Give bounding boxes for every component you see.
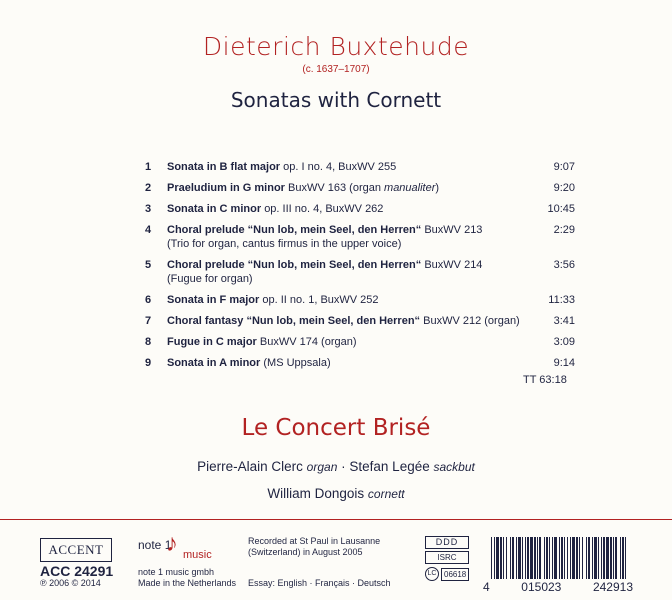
- barcode-bar: [539, 537, 541, 579]
- album-title: Sonatas with Cornett: [230, 88, 442, 112]
- recorded-line-1: Recorded at St Paul in Lausanne: [248, 536, 381, 546]
- note1-text: note 1: [138, 538, 172, 552]
- barcode-bar: [552, 537, 553, 579]
- track-time: 3:09: [553, 336, 575, 348]
- track-title: Sonata in B flat major: [167, 161, 281, 173]
- track-desc: BuxWV 174 (organ): [259, 336, 357, 348]
- note1-music: music: [183, 549, 212, 561]
- barcode-bar: [554, 537, 557, 579]
- barcode-bar: [582, 537, 583, 579]
- barcode-bar: [544, 537, 545, 579]
- barcode-bar: [496, 537, 499, 579]
- track-number: 1: [145, 161, 152, 173]
- barcode-bar: [525, 537, 526, 579]
- track-time: 3:56: [553, 259, 575, 271]
- track-item: [145, 356, 575, 370]
- lc-icon: LC: [425, 567, 439, 581]
- barcode-digit-group: 015023: [521, 580, 562, 594]
- barcode-bar: [527, 537, 529, 579]
- essay-languages: Essay: English · Français · Deutsch: [248, 578, 391, 588]
- track-number: 6: [145, 294, 152, 306]
- barcode-bar: [503, 537, 504, 579]
- barcode-bar: [586, 537, 587, 579]
- barcode-digit-group: 242913: [592, 580, 633, 594]
- label-code: [425, 567, 469, 581]
- publisher-info: [138, 567, 236, 589]
- track-time: 2:29: [553, 224, 575, 236]
- track-title: Sonata in C minor: [167, 203, 262, 215]
- performer-role: sackbut: [433, 460, 475, 474]
- track-desc: op. I no. 4, BuxWV 255: [283, 161, 397, 173]
- track-desc: BuxWV 163 (organ manualiter): [288, 182, 440, 194]
- track-item: [145, 181, 575, 195]
- performer-name: Pierre-Alain Clerc: [197, 459, 303, 474]
- made-in: Made in the Netherlands: [138, 578, 237, 588]
- track-title: Sonata in A minor: [167, 357, 261, 369]
- track-desc: BuxWV 214: [424, 259, 483, 271]
- barcode-bar: [606, 537, 609, 579]
- track-item: [145, 258, 575, 286]
- track-desc: BuxWV 212 (organ): [423, 315, 520, 327]
- track-title: Choral prelude “Nun lob, mein Seel, den Herren“: [167, 224, 422, 236]
- barcode-bar: [592, 537, 593, 579]
- track-item: [145, 160, 575, 174]
- barcode-bar: [559, 537, 560, 579]
- accent-logo: ACCENT: [40, 538, 112, 562]
- barcode-digit-group: 4: [483, 580, 490, 594]
- track-note: (Trio for organ, cantus firmus in the upper voice): [167, 238, 402, 250]
- recorded-line-2: (Switzerland) in August 2005: [248, 547, 363, 557]
- performer-role: cornett: [367, 487, 405, 501]
- barcode-bar: [613, 537, 614, 579]
- barcode-digits: [483, 580, 633, 594]
- barcode-bar: [564, 537, 565, 579]
- barcode-bar: [625, 537, 626, 579]
- track-desc: op. III no. 4, BuxWV 262: [264, 203, 384, 215]
- track-number: 2: [145, 182, 152, 194]
- track-number: 3: [145, 203, 152, 215]
- barcode-bar: [588, 537, 590, 579]
- barcode-bar: [530, 537, 533, 579]
- barcode-bar: [576, 537, 578, 579]
- barcode-bar: [601, 537, 602, 579]
- barcode-bar: [598, 537, 599, 579]
- performer-name: William Dongois: [267, 486, 365, 501]
- barcode-bar: [506, 537, 507, 579]
- barcode-bar: [620, 537, 621, 579]
- barcode-bar: [546, 537, 548, 579]
- track-title: Fugue in C major: [167, 336, 257, 348]
- track-item: [145, 223, 575, 251]
- barcode-bar: [516, 537, 517, 579]
- performers-line-1: [0, 459, 672, 474]
- track-time: 9:20: [553, 182, 575, 194]
- barcode-bar: [491, 537, 492, 579]
- track-title: Sonata in F major: [167, 294, 260, 306]
- track-number: 4: [145, 224, 152, 236]
- barcode-bar: [494, 537, 495, 579]
- barcode-bar: [518, 537, 521, 579]
- performer-role: organ: [306, 460, 338, 474]
- barcode-bar: [572, 537, 575, 579]
- barcode-bar: [567, 537, 568, 579]
- recording-info: [248, 536, 380, 558]
- barcode-bar: [615, 537, 617, 579]
- separator: ·: [341, 459, 346, 474]
- track-number: 8: [145, 336, 152, 348]
- barcode-bar: [512, 537, 514, 579]
- track-title: Choral prelude “Nun lob, mein Seel, den Herren“: [167, 259, 422, 271]
- isrc-badge: ISRC: [425, 551, 469, 564]
- track-time: 3:41: [553, 315, 575, 327]
- composer-dates: (c. 1637–1707): [302, 64, 370, 75]
- copyright: ℗ 2006 © 2014: [40, 578, 101, 588]
- track-item: [145, 202, 575, 216]
- track-desc: (MS Uppsala): [263, 357, 331, 369]
- publisher-name: note 1 music gmbh: [138, 567, 215, 577]
- catalog-number: ACC 24291: [40, 563, 114, 579]
- performers-line-2: [0, 486, 672, 501]
- performer-name: Stefan Legée: [349, 459, 430, 474]
- ddd-badge: DDD: [425, 536, 469, 549]
- barcode-bar: [500, 537, 502, 579]
- composer-name: Dieterich Buxtehude: [202, 32, 470, 61]
- track-time: 9:07: [553, 161, 575, 173]
- track-item: [145, 335, 575, 349]
- track-desc: BuxWV 213: [424, 224, 483, 236]
- barcode-bar: [534, 537, 536, 579]
- track-desc: op. II no. 1, BuxWV 252: [262, 294, 379, 306]
- barcode-bar: [622, 537, 624, 579]
- ensemble-name: Le Concert Brisé: [241, 415, 431, 441]
- track-item: [145, 314, 575, 328]
- track-time: 11:33: [548, 294, 575, 306]
- lc-code: 06618: [441, 568, 469, 581]
- track-number: 7: [145, 315, 152, 327]
- note1-logo: [138, 530, 228, 561]
- divider: [0, 519, 672, 520]
- total-time: TT 63:18: [523, 374, 567, 386]
- track-number: 9: [145, 357, 152, 369]
- barcode-bar: [603, 537, 605, 579]
- barcode-bar: [579, 537, 580, 579]
- track-time: 10:45: [547, 203, 575, 215]
- barcode-bar: [594, 537, 597, 579]
- barcode-bar: [610, 537, 612, 579]
- track-title: Praeludium in G minor: [167, 182, 285, 194]
- track-note: (Fugue for organ): [167, 273, 253, 285]
- barcode-bar: [570, 537, 571, 579]
- track-item: [145, 293, 575, 307]
- track-list: [145, 160, 575, 377]
- track-time: 9:14: [553, 357, 575, 369]
- barcode-bar: [537, 537, 538, 579]
- track-number: 5: [145, 259, 152, 271]
- music-note-icon: ♪: [166, 530, 178, 557]
- barcode-bar: [522, 537, 523, 579]
- barcode-bar: [561, 537, 563, 579]
- track-title: Choral fantasy “Nun lob, mein Seel, den Herren“: [167, 315, 421, 327]
- barcode-image: [483, 537, 633, 581]
- barcode-bar: [549, 537, 550, 579]
- barcode-bar: [510, 537, 511, 579]
